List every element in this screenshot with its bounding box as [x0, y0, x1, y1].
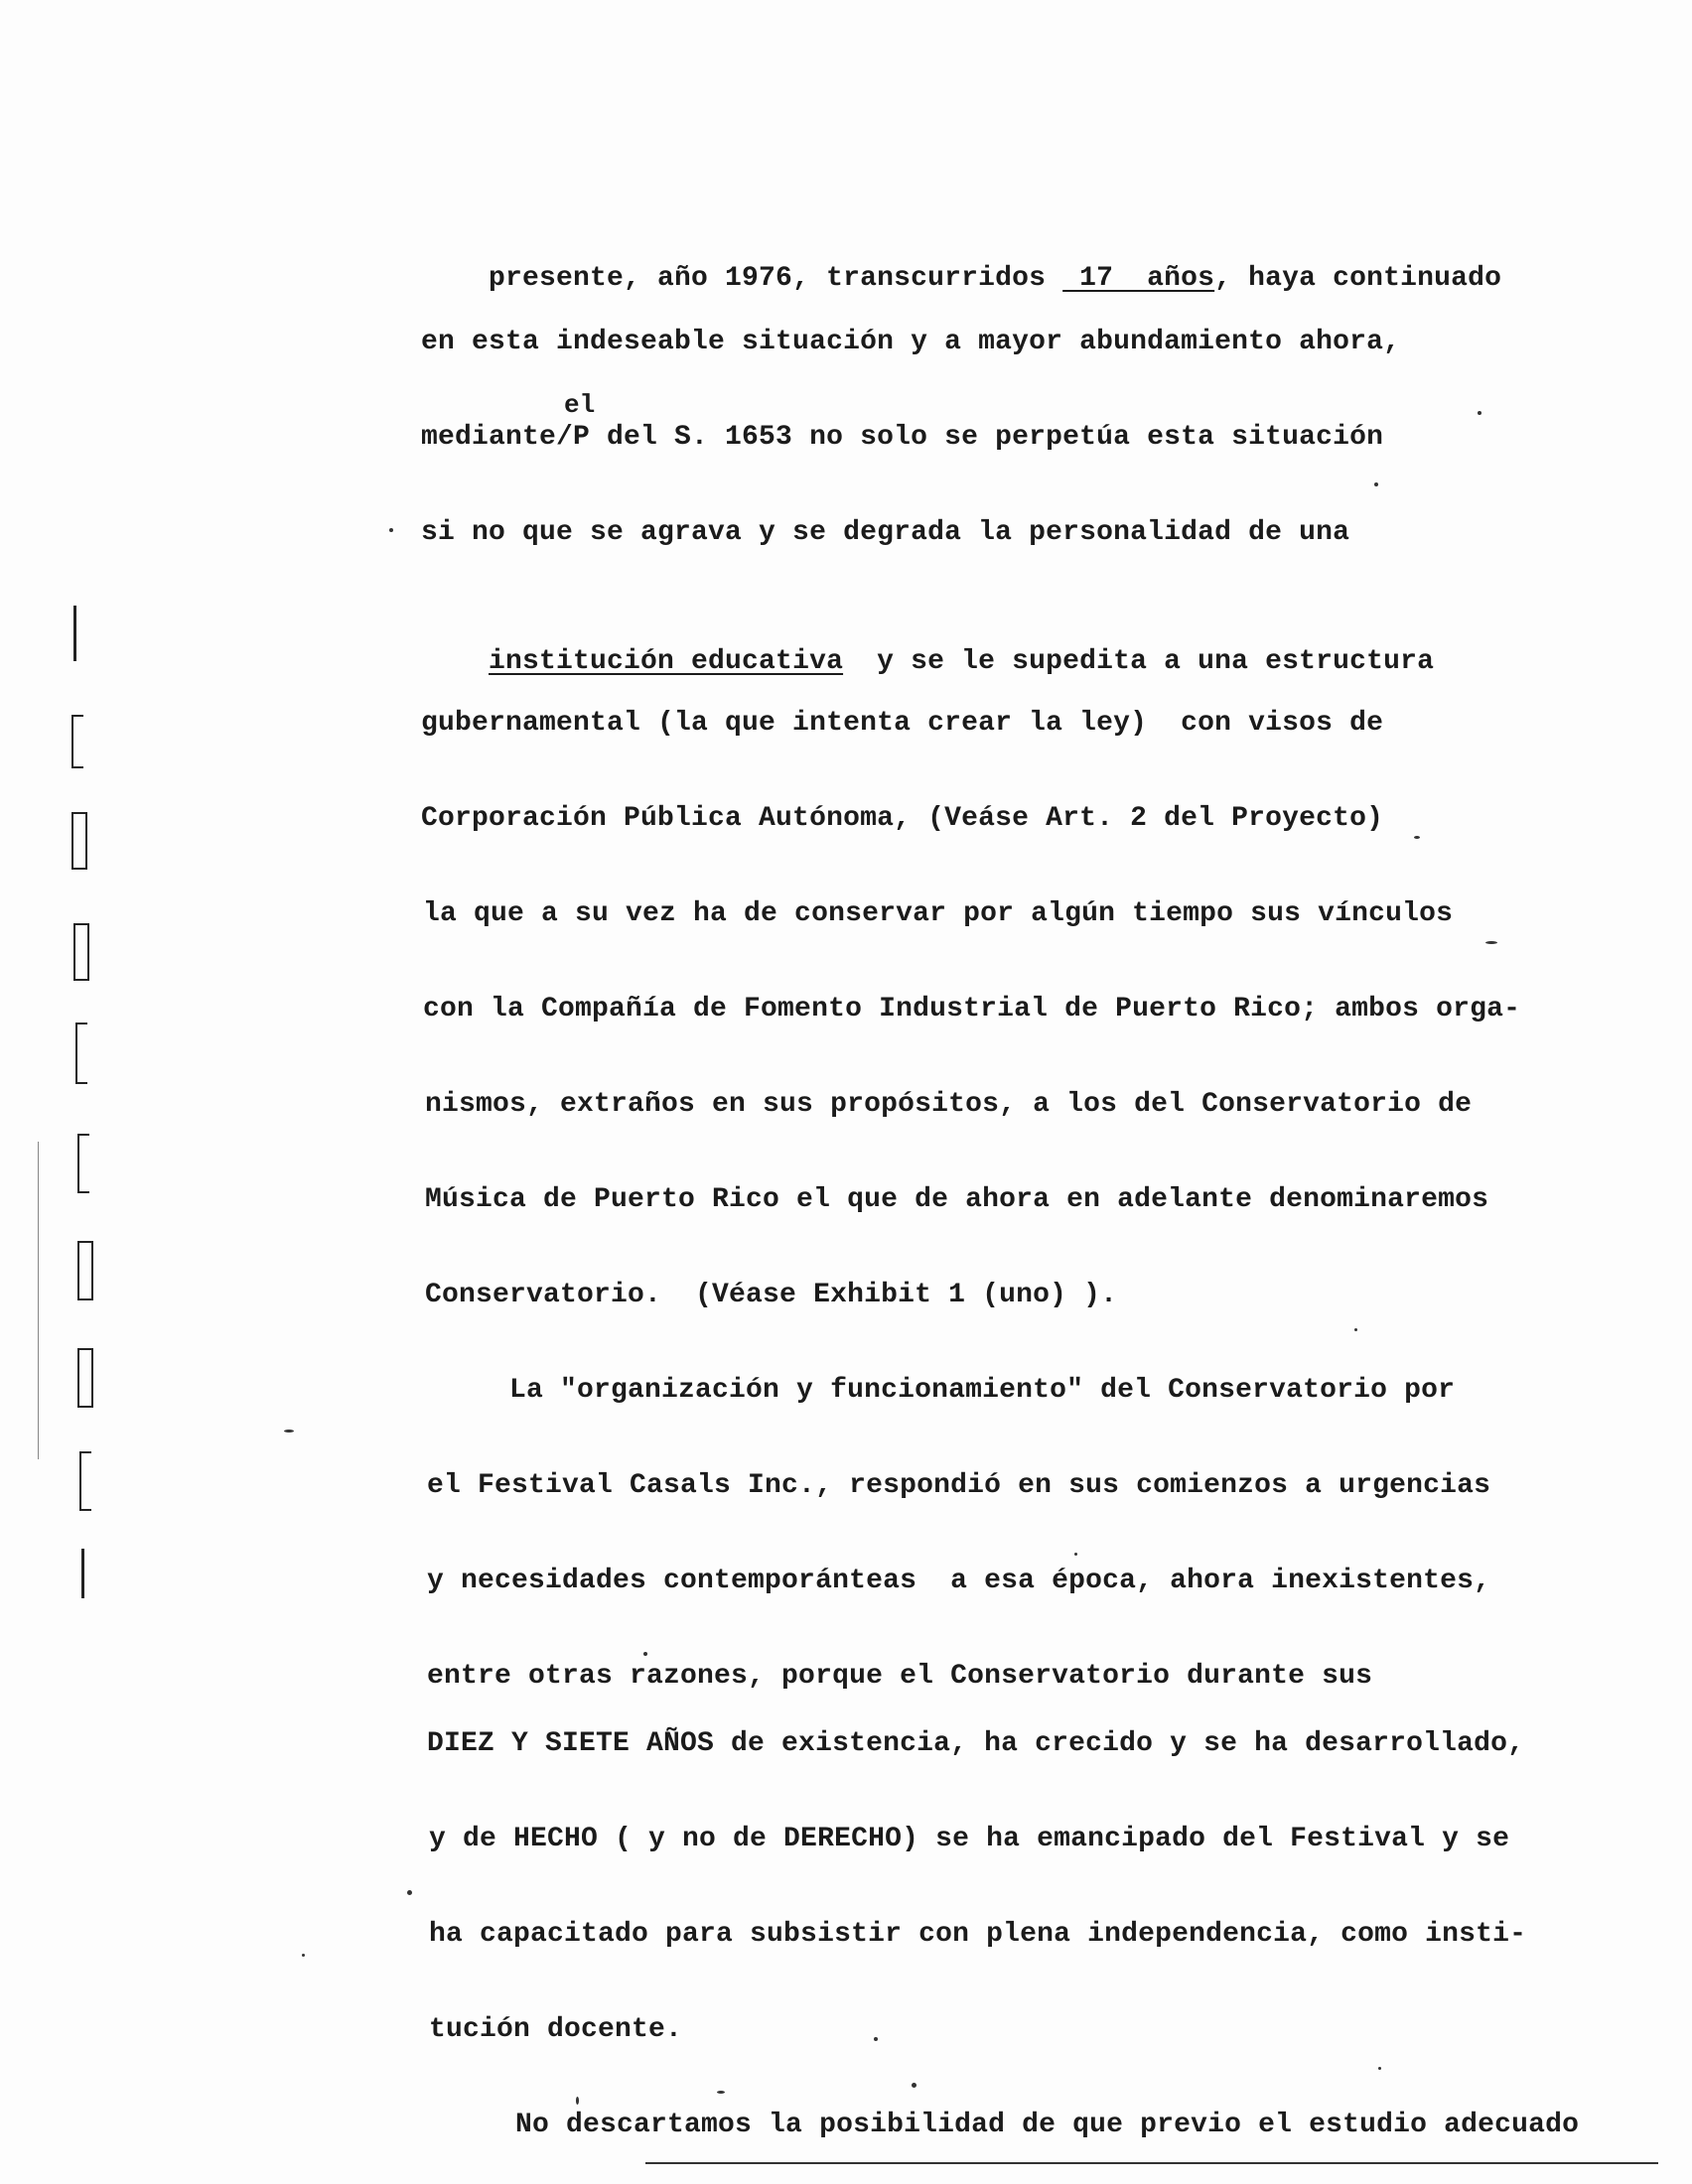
scan-speck	[389, 528, 393, 532]
scan-speck	[643, 1652, 647, 1656]
line-1-post: , haya continuado	[1214, 263, 1502, 294]
text-line-9: con la Compañía de Fomento Industrial de Puerto Rico; ambos orga-	[423, 994, 1521, 1024]
line-1-pre: presente, año 1976, transcurridos	[489, 263, 1063, 294]
scan-speck	[1074, 1553, 1077, 1556]
text-line-10: nismos, extraños en sus propósitos, a los del Conservatorio de	[425, 1089, 1473, 1120]
line-5-post: y se le supedita a una estructura	[843, 646, 1435, 677]
scan-speck	[1378, 2067, 1381, 2070]
text-line-14: el Festival Casals Inc., respondió en sus comienzos a urgencias	[427, 1470, 1491, 1501]
scan-speck	[912, 2083, 916, 2088]
scan-speck	[874, 2037, 878, 2041]
margin-mark	[81, 1549, 84, 1598]
interlinear-insertion: el	[564, 390, 596, 420]
text-line-3: mediante/P del S. 1653 no solo se perpetúa esta situación	[421, 422, 1384, 453]
line-1-underlined: 17 años	[1062, 263, 1215, 294]
text-line-18: y de HECHO ( y no de DERECHO) se ha emancipado del Festival y se	[429, 1824, 1510, 1854]
text-line-13: La "organización y funcionamiento" del Conservatorio por	[425, 1375, 1456, 1406]
scan-speck	[576, 2097, 579, 2105]
scan-speck	[1485, 941, 1497, 944]
text-line-6: gubernamental (la que intenta crear la ley) con visos de	[421, 708, 1384, 739]
bottom-rule	[645, 2162, 1658, 2164]
text-line-21: No descartamos la posibilidad de que previo el estudio adecuado	[431, 2110, 1580, 2140]
text-line-4: si no que se agrava y se degrada la personalidad de una	[421, 517, 1350, 548]
text-line-8: la que a su vez ha de conservar por algún tiempo sus vínculos	[423, 898, 1454, 929]
scan-line	[38, 1142, 39, 1459]
margin-bracket	[75, 1023, 87, 1084]
margin-bracket	[77, 1348, 93, 1408]
scan-speck	[717, 2091, 725, 2094]
scan-speck	[302, 1954, 305, 1957]
text-line-17: DIEZ Y SIETE AÑOS de existencia, ha crecido y se ha desarrollado,	[427, 1728, 1525, 1759]
text-line-19: ha capacitado para subsistir con plena independencia, como insti-	[429, 1919, 1527, 1950]
margin-bracket	[77, 1241, 93, 1300]
scan-speck	[1478, 411, 1481, 415]
text-line-7: Corporación Pública Autónoma, (Veáse Art. 2 del Proyecto)	[421, 803, 1384, 834]
text-line-12: Conservatorio. (Véase Exhibit 1 (uno) ).	[425, 1280, 1118, 1310]
text-line-16: entre otras razones, porque el Conservatorio durante sus	[427, 1661, 1373, 1692]
scan-speck	[1414, 836, 1420, 839]
line-5-underlined: institución educativa	[489, 646, 844, 677]
margin-bracket	[79, 1451, 91, 1511]
margin-bracket	[71, 812, 87, 870]
scan-speck	[407, 1890, 412, 1895]
margin-bracket	[71, 715, 83, 768]
scan-speck	[284, 1430, 294, 1433]
text-line-11: Música de Puerto Rico el que de ahora en adelante denominaremos	[425, 1184, 1489, 1215]
margin-bracket	[77, 1134, 89, 1193]
text-line-1	[421, 228, 1501, 330]
margin-bracket	[73, 923, 89, 981]
text-line-15: y necesidades contemporánteas a esa época, ahora inexistentes,	[427, 1566, 1491, 1596]
text-line-20: tución docente.	[429, 2014, 683, 2045]
margin-mark	[73, 606, 76, 661]
text-line-5	[421, 612, 1434, 713]
scan-speck	[1354, 1328, 1357, 1331]
text-line-2: en esta indeseable situación y a mayor abundamiento ahora,	[421, 327, 1401, 357]
scan-speck	[1374, 482, 1378, 486]
